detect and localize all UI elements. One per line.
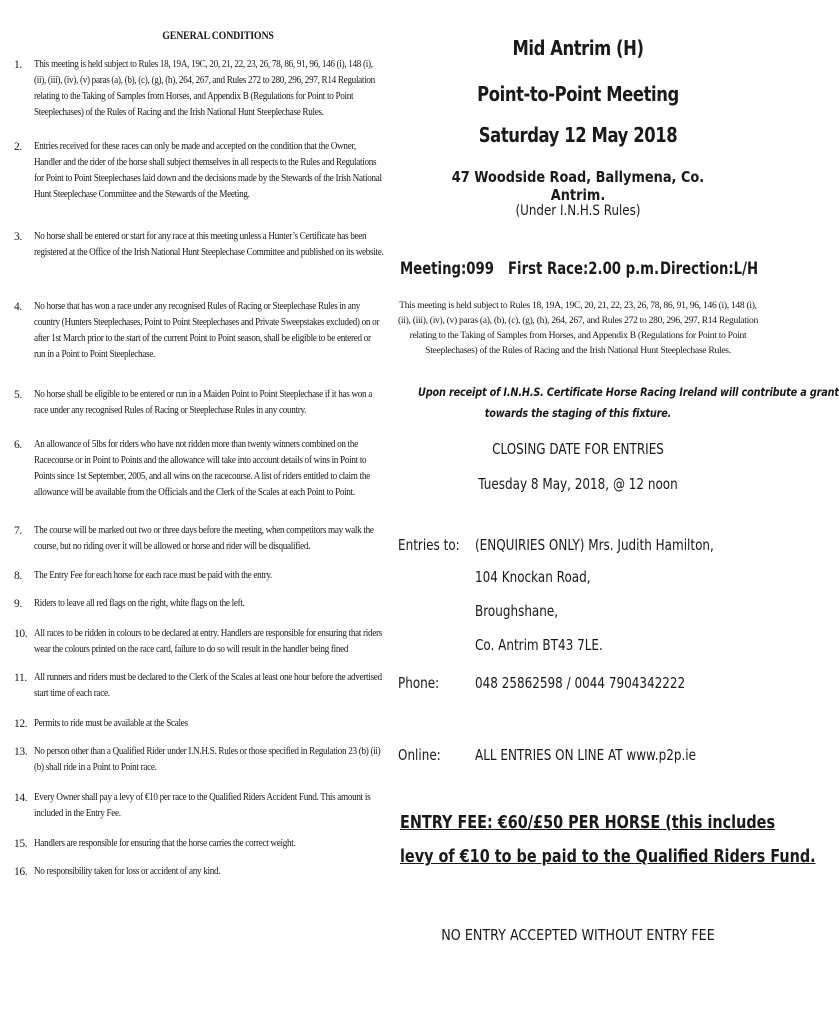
condition-text: No responsibility taken for loss or accident of any kind.	[34, 866, 221, 877]
condition-item	[12, 139, 384, 229]
condition-item	[12, 57, 384, 139]
condition-item	[12, 626, 384, 670]
condition-number: 14.	[14, 792, 28, 804]
condition-text: Every Owner shall pay a levy of €10 per race to the Qualified Riders Accident Fund. This amount is included in the Entry Fee.	[34, 792, 371, 819]
rules-paragraph: This meeting is held subject to Rules 18, 19A, 19C, 20, 21, 22, 23, 26, 78, 86, 91, 96, 146 (i), 148 (i), (ii), (iii), (iv), (v) paras (a), (b), (c), (g), (h), 264, 267, and Rules 272 to 280, 296, 297, R14 Regulation relating to the Taking of Samples from Horses, and Appendix B (Regulations for Point to Point Steeplechases) of the Rules of Racing and the Irish National Hunt Steeplechase Rules.	[398, 300, 758, 356]
entries-address-line-3: Co. Antrim BT43 7LE.	[475, 636, 603, 654]
condition-number: 11.	[14, 672, 27, 684]
meeting-date: Saturday 12 May 2018	[478, 123, 678, 147]
condition-item	[12, 229, 384, 299]
condition-number: 12.	[14, 718, 28, 730]
grant-line-1: Upon receipt of I.N.H.S. Certificate Horse Racing Ireland will contribute a grant	[418, 386, 839, 399]
entry-fee-line-2: levy of €10 to be paid to the Qualified Riders Fund.	[400, 846, 816, 867]
condition-number: 6.	[14, 439, 22, 451]
condition-number: 16.	[14, 866, 28, 878]
condition-number: 9.	[14, 598, 22, 610]
condition-item	[12, 523, 384, 568]
entries-address-row	[398, 568, 758, 590]
general-conditions	[12, 30, 384, 884]
entries-address-row	[398, 636, 758, 658]
online-entries-link[interactable]: ALL ENTRIES ON LINE AT www.p2p.ie	[475, 746, 696, 764]
condition-text: Permits to ride must be available at the Scales	[34, 718, 188, 729]
condition-item	[12, 836, 384, 864]
condition-number: 5.	[14, 389, 22, 401]
closing-date-value: Tuesday 8 May, 2018, @ 12 noon	[478, 475, 678, 493]
meeting-title: Mid Antrim (H)	[512, 36, 644, 60]
condition-item	[12, 864, 384, 884]
course-direction: Direction:L/H	[660, 259, 759, 279]
condition-text: No horse shall be entered or start for any race at this meeting unless a Hunter’s Certificate has been registered at the Office of the Irish National Hunt Steeplechase Committee and published on its website.	[34, 231, 384, 258]
condition-item	[12, 790, 384, 836]
entries-address-line-2: Broughshane,	[475, 602, 559, 620]
condition-number: 2.	[14, 141, 22, 153]
condition-number: 7.	[14, 525, 22, 537]
condition-text: This meeting is held subject to Rules 18, 19A, 19C, 20, 21, 22, 23, 26, 78, 86, 91, 96, 146 (i), 148 (i), (ii), (iii), (iv), (v) paras (a), (b), (c), (g), (h), 264, 267, and Rules 272 to 280, 296, 297, R14 Regulation relating to the Taking of Samples from Horses, and Appendix B (Regulations for Point to Point Steeplechases) of the Rules of Racing and the Irish National Hunt Steeplechase Rules.	[34, 59, 375, 118]
condition-number: 1.	[14, 59, 22, 71]
meeting-address: 47 Woodside Road, Ballymena, Co. Antrim.	[451, 168, 705, 204]
phone-row	[398, 674, 758, 696]
condition-text: The course will be marked out two or three days before the meeting, when competitors may walk the course, but no riding over it will be allowed or horse and rider will be disqualified.	[34, 525, 374, 552]
online-label: Online:	[398, 746, 441, 764]
condition-text: An allowance of 5lbs for riders who have not ridden more than twenty winners combined on the Racecourse or in Point to Points and the allowance will take into account details of wins in Point to Points since 1st September, 2005, and all wins on the racecourse. A list of riders entitled to claim the allowance will be available from the Officials and the Clerk of the Scales at each Point to Point.	[34, 439, 370, 498]
meeting-number: Meeting:099	[400, 259, 494, 279]
grant-line-2: towards the staging of this fixture.	[484, 407, 672, 420]
meeting-info-row	[398, 259, 758, 283]
condition-number: 3.	[14, 231, 22, 243]
condition-number: 8.	[14, 570, 22, 582]
no-entry-notice: NO ENTRY ACCEPTED WITHOUT ENTRY FEE	[441, 926, 715, 944]
closing-date-title: CLOSING DATE FOR ENTRIES	[492, 440, 664, 458]
condition-text: The Entry Fee for each horse for each race must be paid with the entry.	[34, 570, 272, 581]
condition-number: 4.	[14, 301, 22, 313]
condition-item	[12, 568, 384, 596]
phone-number: 048 25862598 / 0044 7904342222	[475, 674, 686, 692]
condition-text: All runners and riders must be declared to the Clerk of the Scales at least one hour before the advertised start time of each race.	[34, 672, 382, 699]
condition-item	[12, 670, 384, 716]
condition-text: No person other than a Qualified Rider under I.N.H.S. Rules or those specified in Regulation 23 (b) (ii) (b) shall ride in a Point to Point race.	[34, 746, 381, 773]
condition-text: Riders to leave all red flags on the right, white flags on the left.	[34, 598, 245, 609]
condition-text: All races to be ridden in colours to be declared at entry. Handlers are responsible for ensuring that riders wear the colours printed on the race card, failure to do so will result in the handler being fined	[34, 628, 383, 655]
condition-number: 15.	[14, 838, 28, 850]
condition-item	[12, 387, 384, 437]
entries-address-row	[398, 602, 758, 624]
condition-number: 10.	[14, 628, 28, 640]
condition-text: No horse shall be eligible to be entered or run in a Maiden Point to Point Steeplechase if it has won a race under any recognised Rules of Racing or Steeplechase Rules in any country.	[34, 389, 373, 416]
entry-fee-line-1: ENTRY FEE: €60/£50 PER HORSE (this includes	[400, 812, 776, 833]
first-race-time: First Race:2.00 p.m.	[508, 259, 660, 279]
phone-label: Phone:	[398, 674, 440, 692]
entries-row	[398, 536, 758, 558]
entries-label: Entries to:	[398, 536, 460, 554]
entries-contact: (ENQUIRIES ONLY) Mrs. Judith Hamilton,	[475, 536, 714, 554]
online-row	[398, 746, 758, 768]
condition-item	[12, 716, 384, 744]
condition-item	[12, 299, 384, 387]
meeting-subtitle: Point-to-Point Meeting	[477, 82, 679, 106]
condition-text: Handlers are responsible for ensuring that the horse carries the correct weight.	[34, 838, 296, 849]
condition-text: No horse that has won a race under any recognised Rules of Racing or Steeplechase Rules in any country (Hunters Steeplechases, Point to Point Steeplechases and Private Sweepstakes excluded) on or after 1st March prior to the start of the current Point to Point season, shall be eligible to be entered or run in a Point to Point Steeplechase.	[34, 301, 380, 360]
condition-item	[12, 596, 384, 626]
grant-notice	[392, 382, 839, 424]
general-conditions-title: GENERAL CONDITIONS	[162, 30, 274, 42]
entries-address-line-1: 104 Knockan Road,	[475, 568, 591, 586]
condition-number: 13.	[14, 746, 28, 758]
rules-note: (Under I.N.H.S Rules)	[515, 203, 641, 219]
condition-item	[12, 744, 384, 790]
condition-text: Entries received for these races can only be made and accepted on the condition that the Owner, Handler and the rider of the horse shall subject themselves in all respects to the Rules and Regulations for Point to Point Steeplechases laid down and the decisions made by the Stewards of the Irish National Hunt Steeplechase Committee and the Stewards of the Meeting.	[34, 141, 382, 200]
condition-item	[12, 437, 384, 523]
